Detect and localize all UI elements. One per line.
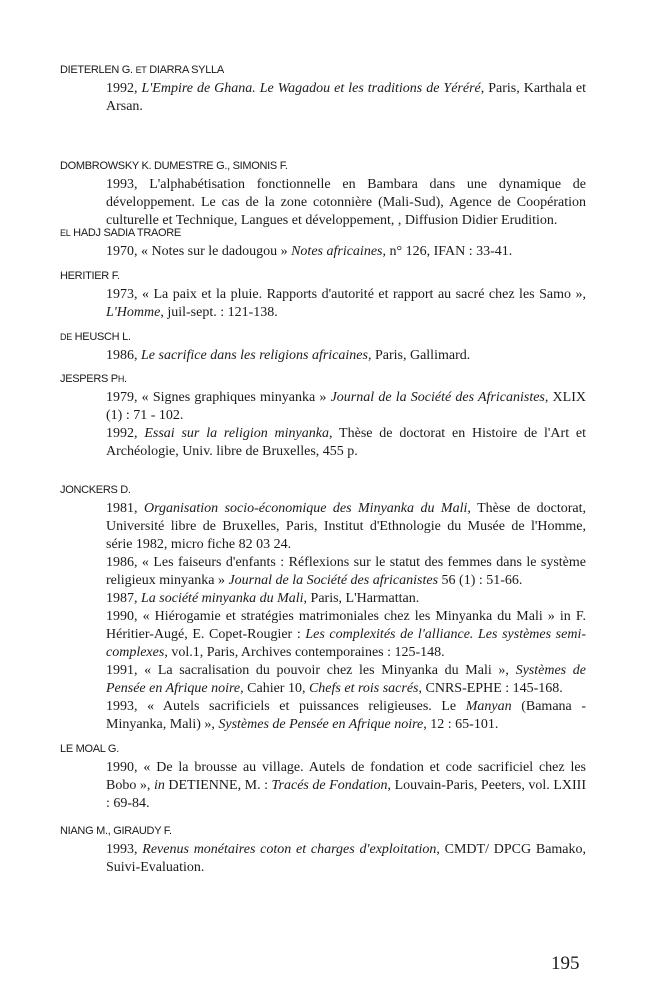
entry-author bbox=[60, 824, 172, 838]
reference-title: Les complexités de l'alliance. Les systèmes semi-complexes bbox=[106, 627, 587, 660]
reference-title: L'Empire de Ghana. Le Wagadou et les traditions de Yéréré bbox=[141, 81, 481, 96]
reference-text: 1981, bbox=[106, 501, 144, 516]
reference-line bbox=[106, 389, 586, 425]
entry-references bbox=[106, 389, 586, 461]
author-text: HERITIER F. bbox=[60, 270, 120, 282]
reference-text: , Thèse de doctorat, Université libre de Bruxelles, Paris, Institut d'Ethnologie du Musée de l'Homme, série 1982, micro fiche 82 03 24. bbox=[106, 501, 586, 552]
entry-author bbox=[60, 372, 127, 386]
reference-text: (Bamana - Minyanka, Mali) », bbox=[106, 699, 586, 732]
author-text: HADJ SADIA TRAORE bbox=[70, 227, 181, 239]
entry-author bbox=[60, 742, 119, 756]
author-text: DIARRA SYLLA bbox=[146, 64, 224, 76]
author-text: H bbox=[117, 374, 125, 384]
reference-line bbox=[106, 286, 586, 322]
entry-references bbox=[106, 286, 586, 322]
reference-title: Le sacrifice dans les religions africaines bbox=[141, 348, 368, 363]
author-text: ET bbox=[135, 65, 147, 75]
reference-text: 1986, « Les faiseurs d'enfants : Réflexions sur le statut des femmes dans le système religieux minyanka » bbox=[106, 555, 586, 588]
reference-text: , CNRS-EPHE : 145-168. bbox=[418, 681, 563, 696]
author-text: . bbox=[124, 373, 127, 385]
reference-title: Chefs et rois sacrés bbox=[308, 681, 419, 696]
entry-references bbox=[106, 841, 586, 877]
reference-title: Organisation socio-économique des Minyanka du Mali bbox=[143, 501, 468, 516]
reference-text: 1979, « Signes graphiques minyanka » bbox=[106, 390, 331, 405]
page-number: 195 bbox=[551, 953, 580, 974]
reference-text: 1990, « De la brousse au village. Autels de fondation et code sacrificiel chez les Bobo », bbox=[106, 760, 586, 793]
reference-text: 1991, « La sacralisation du pouvoir chez les Minyanka du Mali », bbox=[106, 663, 516, 678]
author-text: JESPERS P bbox=[60, 373, 118, 385]
reference-title: Systèmes de Pensée en Afrique noire bbox=[218, 717, 424, 732]
reference-title: Revenus monétaires coton et charges d'exploitation bbox=[142, 842, 437, 857]
reference-line bbox=[106, 759, 586, 813]
reference-title: La société minyanka du Mali bbox=[141, 591, 304, 606]
reference-text: 1987, bbox=[106, 591, 141, 606]
author-text: DOMBROWSKY K. DUMESTRE G., SIMONIS F. bbox=[60, 160, 288, 172]
entry-references bbox=[106, 500, 586, 734]
reference-text: DETIENNE, M. : bbox=[164, 778, 272, 793]
reference-title: Notes africaines bbox=[291, 244, 383, 259]
reference-text: , XLIX (1) : 71 - 102. bbox=[106, 390, 586, 423]
reference-text: 1970, « Notes sur le dadougou » bbox=[106, 244, 292, 259]
reference-text: , vol.1, Paris, Archives contemporaines : 125-148. bbox=[164, 645, 445, 660]
reference-text: 1993, bbox=[106, 842, 143, 857]
reference-title: L'Homme bbox=[106, 305, 161, 320]
author-text: JONCKERS D. bbox=[60, 484, 131, 496]
reference-text: 1993, « Autels sacrificiels et puissances religieuses. Le bbox=[106, 699, 466, 714]
reference-text: 1992, bbox=[106, 426, 145, 441]
reference-line bbox=[106, 243, 586, 261]
reference-line bbox=[106, 590, 586, 608]
author-text: HEUSCH L. bbox=[71, 331, 131, 343]
reference-text: , Paris, Gallimard. bbox=[367, 348, 471, 363]
reference-title: Manyan bbox=[465, 699, 512, 714]
entry-author bbox=[60, 159, 288, 173]
reference-line bbox=[106, 662, 586, 698]
reference-line bbox=[106, 554, 586, 590]
author-text: NIANG M., GIRAUDY F. bbox=[60, 825, 172, 837]
entry-references bbox=[106, 243, 586, 261]
reference-title: Essai sur la religion minyanka bbox=[144, 426, 329, 441]
entry-references bbox=[106, 347, 586, 365]
reference-line bbox=[106, 841, 586, 877]
reference-line bbox=[106, 608, 586, 662]
reference-text: , Paris, L'Harmattan. bbox=[303, 591, 420, 606]
reference-text: , 12 : 65-101. bbox=[423, 717, 499, 732]
reference-text: 1990, « Hiérogamie et stratégies matrimoniales chez les Minyanka du Mali » in F. Héritier-Augé, E. Copet-Rougier : bbox=[106, 609, 586, 642]
entry-author bbox=[60, 269, 120, 283]
reference-text: 1993, L'alphabétisation fonctionnelle en Bambara dans une dynamique de développement. Le cas de la zone cotonnière (Mali-Sud), Agence de Coopération culturelle et Technique, Langues et développement, , Diffusion Didier Erudition. bbox=[106, 177, 586, 228]
reference-text: , n° 126, IFAN : 33-41. bbox=[382, 244, 513, 259]
author-text: DE bbox=[60, 332, 72, 342]
reference-line bbox=[106, 347, 586, 365]
entry-author bbox=[60, 63, 224, 77]
reference-title: Journal de la Société des africanistes bbox=[228, 573, 439, 588]
entry-references bbox=[106, 759, 586, 813]
entry-references bbox=[106, 176, 586, 230]
author-text: EL bbox=[60, 228, 71, 238]
author-text: LE MOAL G. bbox=[60, 743, 119, 755]
reference-text: , Paris, Karthala et Arsan. bbox=[106, 81, 587, 114]
reference-line bbox=[106, 698, 586, 734]
reference-line bbox=[106, 425, 586, 461]
reference-text: 1973, « La paix et la pluie. Rapports d'autorité et rapport au sacré chez les Samo », bbox=[106, 287, 586, 302]
reference-line bbox=[106, 176, 586, 230]
reference-title: in bbox=[153, 778, 165, 793]
reference-text: 56 (1) : 51-66. bbox=[438, 573, 523, 588]
reference-text: , Louvain-Paris, Peeters, vol. LXIII : 69-84. bbox=[106, 778, 586, 811]
reference-text: , Cahier 10, bbox=[240, 681, 309, 696]
reference-title: Tracés de Fondation bbox=[271, 778, 388, 793]
reference-title: Journal de la Société des Africanistes bbox=[330, 390, 545, 405]
entry-author bbox=[60, 226, 181, 240]
reference-title: Systèmes de Pensée en Afrique noire bbox=[106, 663, 586, 696]
reference-line bbox=[106, 80, 586, 116]
reference-text: , Thèse de doctorat en Histoire de l'Art et Archéologie, Univ. libre de Bruxelles, 455 p. bbox=[106, 426, 587, 459]
entry-author bbox=[60, 483, 131, 497]
reference-text: , juil-sept. : 121-138. bbox=[160, 305, 278, 320]
reference-text: 1992, bbox=[106, 81, 142, 96]
reference-line bbox=[106, 500, 586, 554]
reference-text: 1986, bbox=[106, 348, 141, 363]
author-text: DIETERLEN G. bbox=[60, 64, 136, 76]
entry-author bbox=[60, 330, 131, 344]
entry-references bbox=[106, 80, 586, 116]
reference-text: , CMDT/ DPCG Bamako, Suivi-Evaluation. bbox=[106, 842, 587, 875]
